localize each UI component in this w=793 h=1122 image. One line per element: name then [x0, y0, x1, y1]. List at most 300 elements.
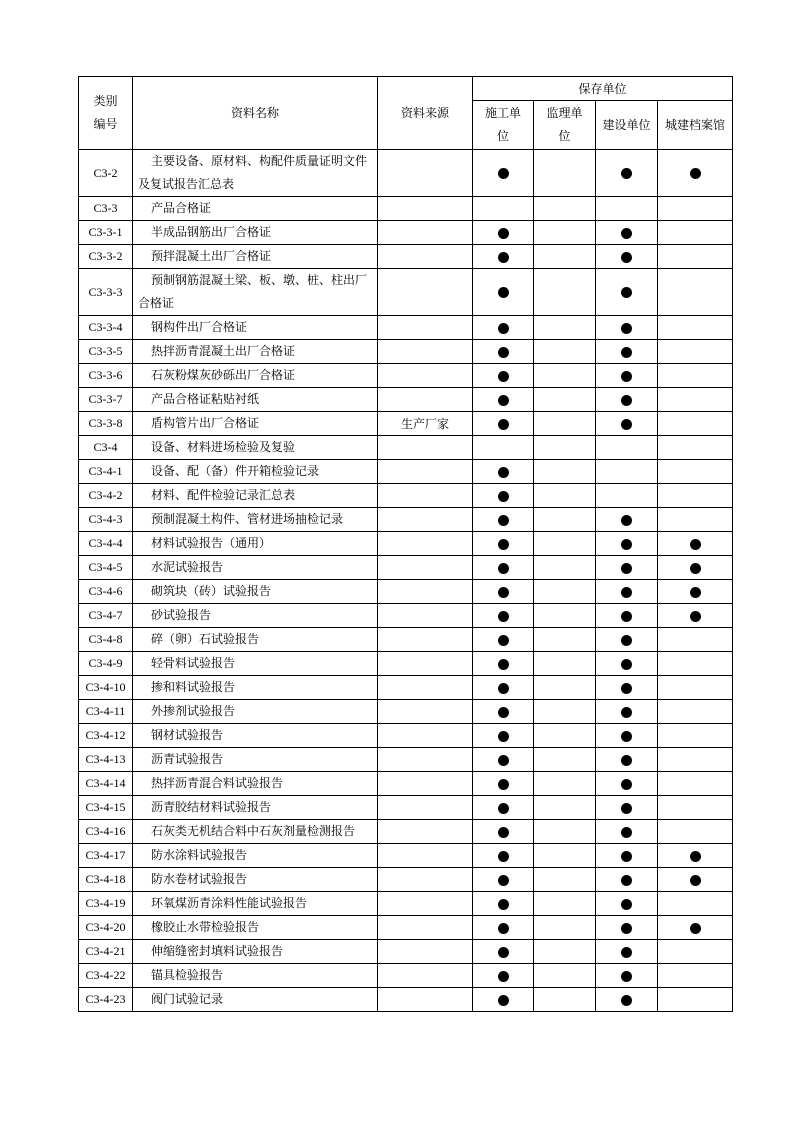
row-mark-supervision — [534, 940, 596, 964]
row-mark-construction — [473, 460, 534, 484]
row-mark-construction — [473, 748, 534, 772]
filled-circle-icon — [498, 539, 509, 550]
row-mark-archive — [658, 916, 733, 940]
row-mark-construction — [473, 245, 534, 269]
row-code: C3-3 — [79, 197, 133, 221]
filled-circle-icon — [498, 875, 509, 886]
table-row — [79, 436, 733, 460]
row-name-text: 设备、材料进场检验及复验 — [151, 440, 296, 454]
row-source — [378, 796, 473, 820]
table-row — [79, 245, 733, 269]
row-source — [378, 436, 473, 460]
row-mark-archive — [658, 580, 733, 604]
filled-circle-icon — [498, 563, 509, 574]
row-name-text: 掺和料试验报告 — [151, 680, 236, 694]
table-row — [79, 316, 733, 340]
row-mark-owner — [596, 150, 658, 197]
row-code: C3-4-13 — [79, 748, 133, 772]
filled-circle-icon — [621, 755, 632, 766]
row-mark-construction — [473, 532, 534, 556]
table-row — [79, 412, 733, 436]
row-mark-owner — [596, 412, 658, 436]
header-unit-construction-text: 施工单 位 — [484, 106, 521, 143]
row-mark-owner — [596, 532, 658, 556]
row-mark-construction — [473, 150, 534, 197]
row-code: C3-4-16 — [79, 820, 133, 844]
row-mark-construction — [473, 316, 534, 340]
row-source — [378, 340, 473, 364]
row-mark-construction — [473, 628, 534, 652]
row-mark-supervision — [534, 412, 596, 436]
row-mark-supervision — [534, 748, 596, 772]
row-mark-archive — [658, 988, 733, 1012]
row-name — [133, 988, 378, 1012]
filled-circle-icon — [498, 395, 509, 406]
filled-circle-icon — [498, 371, 509, 382]
row-code: C3-4-4 — [79, 532, 133, 556]
row-mark-construction — [473, 916, 534, 940]
row-mark-supervision — [534, 772, 596, 796]
row-name-text: 砌筑块（砖）试验报告 — [151, 584, 272, 598]
table-body — [79, 150, 733, 1012]
table-row — [79, 556, 733, 580]
row-name — [133, 412, 378, 436]
row-code: C3-3-1 — [79, 221, 133, 245]
table-row — [79, 460, 733, 484]
header-name-text: 资料名称 — [230, 106, 279, 120]
row-mark-archive — [658, 484, 733, 508]
row-mark-supervision — [534, 150, 596, 197]
row-code: C3-3-4 — [79, 316, 133, 340]
row-name — [133, 892, 378, 916]
row-name — [133, 580, 378, 604]
row-name-text: 石灰类无机结合料中石灰剂量检测报告 — [151, 824, 356, 838]
row-name-text: 阀门试验记录 — [151, 992, 224, 1006]
row-mark-owner — [596, 436, 658, 460]
row-mark-owner — [596, 868, 658, 892]
row-code: C3-4 — [79, 436, 133, 460]
row-name — [133, 150, 378, 197]
row-source: 生产厂家 — [378, 412, 473, 436]
row-mark-supervision — [534, 700, 596, 724]
header-source — [378, 77, 473, 150]
table-row — [79, 772, 733, 796]
row-mark-owner — [596, 484, 658, 508]
row-mark-construction — [473, 652, 534, 676]
row-name — [133, 700, 378, 724]
row-code: C3-4-7 — [79, 604, 133, 628]
row-mark-owner — [596, 916, 658, 940]
row-name — [133, 940, 378, 964]
filled-circle-icon — [621, 611, 632, 622]
row-mark-archive — [658, 652, 733, 676]
row-mark-construction — [473, 221, 534, 245]
row-mark-owner — [596, 556, 658, 580]
filled-circle-icon — [498, 683, 509, 694]
row-mark-construction — [473, 676, 534, 700]
filled-circle-icon — [498, 611, 509, 622]
filled-circle-icon — [498, 995, 509, 1006]
row-name — [133, 796, 378, 820]
row-source — [378, 604, 473, 628]
row-code: C3-4-12 — [79, 724, 133, 748]
row-mark-archive — [658, 724, 733, 748]
row-code: C3-4-23 — [79, 988, 133, 1012]
row-source — [378, 652, 473, 676]
table-row — [79, 532, 733, 556]
row-mark-construction — [473, 340, 534, 364]
header-unit-archive — [658, 101, 733, 150]
row-mark-owner — [596, 245, 658, 269]
row-name — [133, 676, 378, 700]
row-name-text: 锚具检验报告 — [151, 968, 224, 982]
row-source — [378, 484, 473, 508]
row-source — [378, 844, 473, 868]
filled-circle-icon — [498, 899, 509, 910]
row-mark-supervision — [534, 724, 596, 748]
row-mark-construction — [473, 868, 534, 892]
table-row — [79, 150, 733, 197]
row-mark-construction — [473, 724, 534, 748]
row-mark-archive — [658, 532, 733, 556]
filled-circle-icon — [621, 395, 632, 406]
row-mark-construction — [473, 197, 534, 221]
row-source — [378, 868, 473, 892]
row-mark-archive — [658, 340, 733, 364]
row-name-text: 盾构管片出厂合格证 — [151, 416, 260, 430]
row-name-text: 碎（卵）石试验报告 — [151, 632, 260, 646]
row-mark-supervision — [534, 269, 596, 316]
row-name — [133, 364, 378, 388]
table-row — [79, 796, 733, 820]
row-mark-construction — [473, 844, 534, 868]
row-name — [133, 556, 378, 580]
header-unit-supervision — [534, 101, 596, 150]
filled-circle-icon — [621, 827, 632, 838]
row-mark-supervision — [534, 964, 596, 988]
row-name-text: 半成品钢筋出厂合格证 — [151, 225, 272, 239]
row-code: C3-4-3 — [79, 508, 133, 532]
filled-circle-icon — [498, 659, 509, 670]
row-mark-owner — [596, 604, 658, 628]
row-code: C3-4-6 — [79, 580, 133, 604]
row-name — [133, 652, 378, 676]
row-name-text: 防水涂料试验报告 — [151, 848, 248, 862]
row-mark-owner — [596, 820, 658, 844]
filled-circle-icon — [621, 947, 632, 958]
row-mark-supervision — [534, 604, 596, 628]
row-source — [378, 628, 473, 652]
filled-circle-icon — [621, 971, 632, 982]
row-source — [378, 580, 473, 604]
row-name — [133, 460, 378, 484]
row-code: C3-2 — [79, 150, 133, 197]
row-mark-archive — [658, 628, 733, 652]
filled-circle-icon — [621, 995, 632, 1006]
table-row — [79, 580, 733, 604]
row-mark-archive — [658, 460, 733, 484]
filled-circle-icon — [498, 252, 509, 263]
row-mark-archive — [658, 412, 733, 436]
header-unit-owner — [596, 101, 658, 150]
row-mark-supervision — [534, 652, 596, 676]
row-mark-construction — [473, 556, 534, 580]
row-mark-construction — [473, 964, 534, 988]
row-name — [133, 221, 378, 245]
table-row — [79, 892, 733, 916]
row-mark-construction — [473, 940, 534, 964]
row-mark-owner — [596, 269, 658, 316]
row-name-text: 热拌沥青混凝土出厂合格证 — [151, 344, 296, 358]
row-source — [378, 940, 473, 964]
filled-circle-icon — [621, 899, 632, 910]
filled-circle-icon — [621, 803, 632, 814]
row-name — [133, 748, 378, 772]
filled-circle-icon — [621, 875, 632, 886]
row-code: C3-4-2 — [79, 484, 133, 508]
row-mark-owner — [596, 580, 658, 604]
row-mark-archive — [658, 556, 733, 580]
row-name — [133, 508, 378, 532]
row-name — [133, 916, 378, 940]
row-mark-archive — [658, 245, 733, 269]
table-row — [79, 964, 733, 988]
row-name-text: 环氧煤沥青涂料性能试验报告 — [151, 896, 308, 910]
row-mark-archive — [658, 364, 733, 388]
row-code: C3-3-8 — [79, 412, 133, 436]
row-name-text: 沥青胶结材料试验报告 — [151, 800, 272, 814]
row-mark-owner — [596, 892, 658, 916]
row-code: C3-4-15 — [79, 796, 133, 820]
filled-circle-icon — [621, 371, 632, 382]
row-mark-supervision — [534, 796, 596, 820]
row-code: C3-3-2 — [79, 245, 133, 269]
row-mark-construction — [473, 412, 534, 436]
row-mark-supervision — [534, 221, 596, 245]
header-category-code — [79, 77, 133, 150]
table-row — [79, 628, 733, 652]
row-mark-supervision — [534, 532, 596, 556]
row-name — [133, 388, 378, 412]
row-name-text: 沥青试验报告 — [151, 752, 224, 766]
filled-circle-icon — [690, 851, 701, 862]
row-source — [378, 964, 473, 988]
row-name — [133, 269, 378, 316]
table-row — [79, 269, 733, 316]
row-mark-supervision — [534, 508, 596, 532]
row-code: C3-4-14 — [79, 772, 133, 796]
row-mark-owner — [596, 724, 658, 748]
row-mark-supervision — [534, 316, 596, 340]
row-mark-archive — [658, 436, 733, 460]
row-mark-supervision — [534, 676, 596, 700]
row-name-line: 预制钢筋混凝土梁、板、墩、桩、柱出厂 — [151, 273, 368, 287]
row-mark-supervision — [534, 364, 596, 388]
filled-circle-icon — [621, 659, 632, 670]
filled-circle-icon — [498, 467, 509, 478]
table-row — [79, 197, 733, 221]
table-row — [79, 988, 733, 1012]
row-source — [378, 820, 473, 844]
row-mark-archive — [658, 269, 733, 316]
filled-circle-icon — [498, 287, 509, 298]
row-name — [133, 532, 378, 556]
table-row — [79, 652, 733, 676]
row-mark-supervision — [534, 580, 596, 604]
filled-circle-icon — [690, 587, 701, 598]
table-row — [79, 340, 733, 364]
row-name-text: 材料试验报告（通用） — [151, 536, 272, 550]
row-name-text: 产品合格证 — [151, 201, 212, 215]
filled-circle-icon — [621, 587, 632, 598]
row-mark-owner — [596, 388, 658, 412]
row-mark-archive — [658, 772, 733, 796]
header-source-text: 资料来源 — [400, 106, 449, 120]
filled-circle-icon — [621, 419, 632, 430]
filled-circle-icon — [621, 635, 632, 646]
row-mark-archive — [658, 940, 733, 964]
row-name-line: 主要设备、原材料、构配件质量证明文件 — [151, 154, 368, 168]
filled-circle-icon — [621, 287, 632, 298]
table-row — [79, 820, 733, 844]
row-name — [133, 628, 378, 652]
filled-circle-icon — [498, 731, 509, 742]
row-mark-construction — [473, 580, 534, 604]
row-source — [378, 316, 473, 340]
filled-circle-icon — [498, 803, 509, 814]
row-mark-owner — [596, 221, 658, 245]
archive-table — [78, 76, 733, 1012]
row-source — [378, 700, 473, 724]
table-row — [79, 700, 733, 724]
row-name — [133, 245, 378, 269]
row-source — [378, 508, 473, 532]
row-name — [133, 436, 378, 460]
row-source — [378, 221, 473, 245]
filled-circle-icon — [498, 779, 509, 790]
row-source — [378, 988, 473, 1012]
row-name-text: 砂试验报告 — [151, 608, 212, 622]
row-name — [133, 820, 378, 844]
row-code: C3-4-18 — [79, 868, 133, 892]
header-unit-owner-text: 建设单位 — [602, 118, 651, 132]
row-name — [133, 484, 378, 508]
row-name — [133, 604, 378, 628]
row-source — [378, 916, 473, 940]
row-name-text: 产品合格证粘贴衬纸 — [151, 392, 260, 406]
filled-circle-icon — [498, 228, 509, 239]
filled-circle-icon — [621, 539, 632, 550]
row-mark-owner — [596, 700, 658, 724]
row-name — [133, 772, 378, 796]
row-name-text: 外掺剂试验报告 — [151, 704, 236, 718]
row-mark-owner — [596, 316, 658, 340]
row-mark-construction — [473, 388, 534, 412]
row-mark-supervision — [534, 245, 596, 269]
table-row — [79, 364, 733, 388]
row-mark-construction — [473, 484, 534, 508]
row-mark-archive — [658, 700, 733, 724]
row-mark-archive — [658, 150, 733, 197]
row-source — [378, 772, 473, 796]
row-code: C3-4-5 — [79, 556, 133, 580]
row-mark-construction — [473, 772, 534, 796]
row-mark-supervision — [534, 628, 596, 652]
row-mark-supervision — [534, 916, 596, 940]
row-mark-supervision — [534, 197, 596, 221]
filled-circle-icon — [621, 707, 632, 718]
row-source — [378, 388, 473, 412]
filled-circle-icon — [498, 491, 509, 502]
filled-circle-icon — [498, 707, 509, 718]
row-mark-construction — [473, 269, 534, 316]
row-mark-owner — [596, 844, 658, 868]
filled-circle-icon — [498, 947, 509, 958]
filled-circle-icon — [498, 419, 509, 430]
row-name — [133, 964, 378, 988]
row-mark-supervision — [534, 388, 596, 412]
row-name-text: 材料、配件检验记录汇总表 — [151, 488, 296, 502]
row-mark-supervision — [534, 868, 596, 892]
row-name-line: 及复试报告汇总表 — [138, 177, 235, 191]
filled-circle-icon — [690, 923, 701, 934]
filled-circle-icon — [498, 587, 509, 598]
row-mark-supervision — [534, 844, 596, 868]
row-source — [378, 197, 473, 221]
filled-circle-icon — [498, 635, 509, 646]
row-mark-archive — [658, 844, 733, 868]
row-mark-owner — [596, 796, 658, 820]
row-mark-owner — [596, 197, 658, 221]
row-mark-archive — [658, 676, 733, 700]
table-row — [79, 508, 733, 532]
row-code: C3-3-7 — [79, 388, 133, 412]
row-mark-archive — [658, 316, 733, 340]
row-mark-supervision — [534, 460, 596, 484]
row-mark-owner — [596, 964, 658, 988]
row-source — [378, 724, 473, 748]
row-mark-owner — [596, 748, 658, 772]
row-mark-construction — [473, 508, 534, 532]
row-name-text: 伸缩缝密封填料试验报告 — [151, 944, 284, 958]
row-source — [378, 748, 473, 772]
row-mark-construction — [473, 364, 534, 388]
filled-circle-icon — [498, 923, 509, 934]
row-mark-supervision — [534, 820, 596, 844]
filled-circle-icon — [690, 539, 701, 550]
row-mark-supervision — [534, 484, 596, 508]
table-row — [79, 221, 733, 245]
table-row — [79, 604, 733, 628]
filled-circle-icon — [621, 731, 632, 742]
row-mark-construction — [473, 796, 534, 820]
row-mark-archive — [658, 508, 733, 532]
row-mark-construction — [473, 820, 534, 844]
filled-circle-icon — [621, 923, 632, 934]
row-mark-construction — [473, 988, 534, 1012]
filled-circle-icon — [690, 563, 701, 574]
row-name-text: 设备、配（备）件开箱检验记录 — [151, 464, 320, 478]
filled-circle-icon — [621, 563, 632, 574]
row-source — [378, 460, 473, 484]
filled-circle-icon — [621, 515, 632, 526]
row-name — [133, 197, 378, 221]
header-unit-construction — [473, 101, 534, 150]
row-code: C3-4-21 — [79, 940, 133, 964]
row-code: C3-3-6 — [79, 364, 133, 388]
row-source — [378, 676, 473, 700]
row-source — [378, 150, 473, 197]
